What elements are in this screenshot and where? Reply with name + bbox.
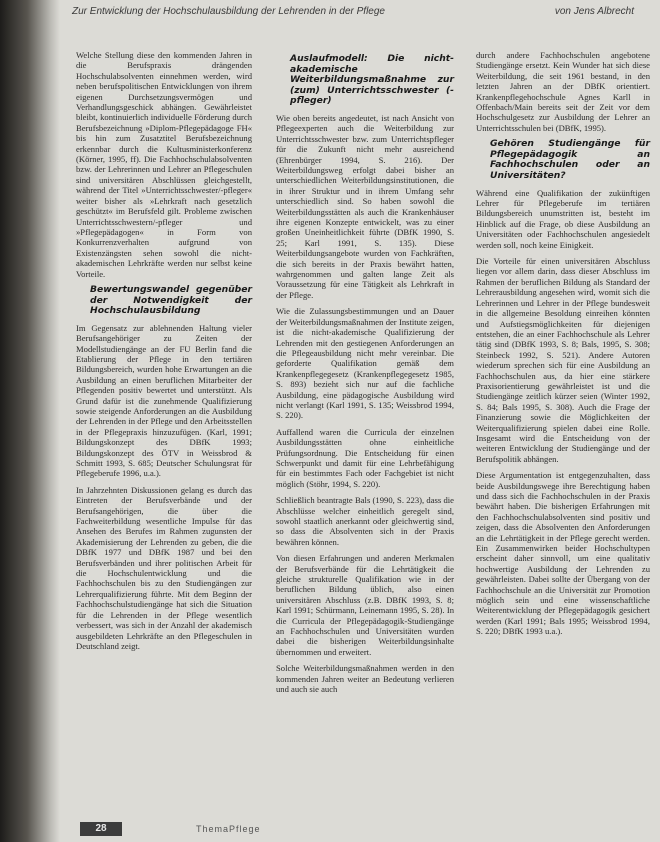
running-header xyxy=(60,6,640,22)
paragraph: Welche Stellung diese den kommenden Jahren in die Berufspraxis drängenden Hochschulabsolventen einnehmen werden, wird neben berufspolitischen Entwicklungen von ihrem eigenen Durchsetzungsvermögen und Verhandlungsgeschick abhängen. Gewährleistet bleibt, kontinuierlich individuelle Förderung durch Berufsbezeichnung »Diplom-Pflegepädagoge FH« bis hin zum Zusatztitel Berufsbezeichnung erkennbar durch die Kultusministerkonferenz (Körner, 1995, ff). Die Fachhochschulabsolventen bzw. der Lehrerinnen und Lehrer an Pflegeschulen sind universitären Abschlüssen gleichgestellt, während der Titel »Unterrichtsschwester/-pfleger« weiter bisher als »Lehrkraft nach gesetzlich geschützt« im Berufsfeld gilt. Probleme zwischen Unterrichtsschwestern/-pfleger und »Pflegepädagogen« in Form von Konkurrenzverhalten aufgrund von Existenzängsten sehen sowohl die nicht-akademischen Lehrkräfte werden nur selbst keine Vorteile. xyxy=(76,50,252,279)
text-column-1 xyxy=(76,50,252,657)
journal-name: ThemaPflege xyxy=(196,824,261,834)
paragraph: Im Gegensatz zur ablehnenden Haltung vieler Berufsangehöriger zu Zeiten der Modellstudiengänge an der FU Berlin fand die Etablierung der Pflege in den tertiären Bildungsbereich, wurden hohe Erwartungen an die Ausbildung an einen beruflichen Mitarbeiter der Pflegenden positiv bewertet und unterstützt. Als Grund dafür ist die zunehmende Qualifizierung sowie steigende Anforderungen an die Ausbildung der Lehrenden in der Pflege und den Arbeitsstellen in der Pflegepraxis hinzuzufügen. (Karl, 1991; Bildungskonzept des DBfK 1993; Bildungskonzept des ÖTV in Weissbrod & Schmitt 1993, S. 685; Deutscher Schulungsrat für Pflegeberufe 1996, u.a.). xyxy=(76,322,252,479)
paragraph: Diese Argumentation ist entgegenzuhalten, dass beide Ausbildungswege ihre Berechtigung haben und dass sich die Fachhochschulen in der Praxis bewährt haben. Die bisherigen Erfahrungen mit den Fachhochschulabsolventen sind positiv und zeigen, dass die Absolventen den Anforderungen an die Lehrtätigkeit in der Pflege gerecht werden. Ein Zusammenwirken beider Hochschultypen erscheint daher sinnvoll, um eine qualitativ hochwertige Ausbildung der Lehrenden zu gewährleisten. Dabei sollte der Übergang von der Fachhochschule an die Universität zur Promotion möglich sein und eine wissenschaftliche Weiterentwicklung der Pflegepädagogik gesichert werden (Karl 1991; Bals 1995; Weissbrod 1994, S. 220; DBfK 1993 u.a.). xyxy=(476,470,650,637)
paragraph: Wie oben bereits angedeutet, ist nach Ansicht von Pflegeexperten auch die Weiterbildung zur Unterrichtsschwester bzw. zum Unterrichtspfleger für die Zukunft nicht mehr ausreichend (Ehrenbürger 1994, S. 216). Der Weiterbildungsweg erfolgt dabei bisher an unterschiedlichen Weiterbildungsinstitutionen, die in ihrer Struktur und in ihrem Umfang sehr unterschiedlich sind. So haben sowohl die Weiterbildungsstätten als auch die Krankenhäuser ihre eigenen Konzepte entwickelt, was zu einer großen Uneinheitlichkeit führte (DBfK 1990, S. 25; Karl 1991, S. 135). Diese Weiterbildungsangebote wurden von Fachkräften, die sich bereits in der Praxis bewährt hatten, wahrgenommen und galten lange Zeit als Voraussetzung für eine Tätigkeit als Lehrkraft in der Pflege. xyxy=(276,112,454,300)
header-author: von Jens Albrecht xyxy=(554,6,634,17)
book-spine-shadow xyxy=(0,0,60,842)
paragraph: Solche Weiterbildungsmaßnahmen werden in den kommenden Jahren weiter an Bedeutung verlieren und auch sie auch xyxy=(276,663,454,695)
paragraph: Von diesen Erfahrungen und anderen Merkmalen der Berufsverbände für die Lehrtätigkeit die gleiche strukturelle Qualifikation wie in der beruflichen Bildung üblich, also einen universitären Abschluss (z.B. DBfK 1993, S. 8; Karl 1991; Schürmann, Leinemann 1995, S. 28). In die Curricula der Pflegepädagogik-Studiengänge an Fachhochschulen und Universitäten wurden dabei die bisherigen Weiterbildungsinhalte übernommen und erweitert. xyxy=(276,553,454,657)
paragraph: In Jahrzehnten Diskussionen gelang es durch das Eintreten der Berufsverbände und der Berufsangehörigen, die über die Fachweiterbildung wesentliche Impulse für das Ansehen des Berufes im Rahmen zugunsten der Akademisierung der Lehrenden zu geben, die die DBfK 1977 und DBfK 1987 und bei den Berufsverbänden und ihrer politischen Arbeit für die Hochschulentwicklung und die Fachhochschulen bis zu den Studiengängen zur Lehrerqualifizierung führte. Mit dem Beginn der Fachhochschulstudiengänge hat sich die Situation für die Lehrenden in der Pflege wesentlich verbessert, was sich in der Anzahl der akademisch ausgebildeten Lehrkräfte an den Pflegeschulen in Deutschland zeigt. xyxy=(76,484,252,651)
section-heading: Auslaufmodell: Die nicht-akademische Weiterbildungsmaßnahme zur (zum) Unterrichtsschwester (-pfleger) xyxy=(290,53,454,107)
page-number: 28 xyxy=(80,822,122,836)
section-heading: Gehören Studiengänge für Pflegepädagogik an Fachhochschulen oder an Universitäten? xyxy=(490,138,650,182)
header-article-title: Zur Entwicklung der Hochschulausbildung der Lehrenden in der Pflege xyxy=(72,6,385,17)
paragraph: Auffallend waren die Curricula der einzelnen Ausbildungsstätten ohne einheitliche Prüfungsordnung. Die Entscheidung für einen Schwerpunkt und damit für eine Lehrbefähigung für ein bestimmtes Fach oder Fachgebiet ist nicht möglich (Stöhr, 1994, S. 220). xyxy=(276,426,454,489)
paragraph: Schließlich beantragte Bals (1990, S. 223), dass die Abschlüsse welcher einheitlich geregelt sind, sowohl staatlich anerkannt oder gleichwertig sind, so dass die Absolventen sich in der Praxis bewähren können. xyxy=(276,495,454,547)
text-column-2 xyxy=(276,50,454,701)
paragraph: Während eine Qualifikation der zukünftigen Lehrer für Pflegeberufe im tertiären Bildungsbereich unumstritten ist, besteht im Hinblick auf die Frage, ob diese Ausbildung an Universitäten oder Fachhochschulen angesiedelt werden soll, noch keine Einigkeit. xyxy=(476,187,650,250)
text-column-3 xyxy=(476,50,650,643)
paragraph: Die Vorteile für einen universitären Abschluss liegen vor allem darin, dass dieser Abschluss im Rahmen der beruflichen Bildung als Standard der Lehrerausbildung angesehen wird, womit sich die Lehrerinnen und Lehrer in der Pflege bundesweit in die allgemeine Besoldung einreihen könnten und Aufstiegsmöglichkeiten für diejenigen entstehen, die an einer Fachhochschule als Lehrer tätig sind (DBfK 1993, S. 8; Bals, 1995, S. 308; Steinbeck 1992, S. 521). Andere Autoren wiederum sprechen sich für eine Ausbildung an Fachhochschulen aus, da hier eine stärkere Praxisorientierung gewährleistet ist und die Studiengänge zeitlich kürzer seien (Winter 1992, S. 84; Bals 1995, S. 308). Auch die Frage der Finanzierung sowie die Möglichkeiten der Weiterqualifizierung spielen dabei eine Rolle. Insgesamt wird die Entscheidung von der weiteren Entwicklung der Studiengänge und der Berufspolitik abhängen. xyxy=(476,256,650,464)
paragraph: durch andere Fachhochschulen angebotene Studiengänge ersetzt. Kein Wunder hat sich diese Weiterbildung, die seit 1961 bestand, in den letzten Jahren an der DBfK orientiert. Krankenpflegehochschule Agnes Karll in Offenbach/Main bereits seit der Zeit vor dem Hochschulgesetz zur Ausbildung der Lehrer an Unterrichtsschulen bei (DBfK, 1995). xyxy=(476,50,650,133)
section-heading: Bewertungswandel gegenüber der Notwendigkeit der Hochschulausbildung xyxy=(90,283,252,317)
page-footer xyxy=(60,818,660,842)
paragraph: Wie die Zulassungsbestimmungen und an Dauer der Weiterbildungsmaßnahmen der Institute zeigen, ist die nicht-akademische Qualifizierung der Lehrenden mit den gestiegenen Anforderungen an die Pflegeausbildung nicht mehr vereinbar. Die geforderte Qualifikation gemäß dem Krankenpflegegesetz (Krankenpflegegesetz 1985, S. 893) bezieht sich nur auf die fachliche Ausbildung, eine pädagogische Ausbildung wird nicht verlangt (Karl 1991, S. 135; Weissbrod 1994, S. 220). xyxy=(276,306,454,421)
